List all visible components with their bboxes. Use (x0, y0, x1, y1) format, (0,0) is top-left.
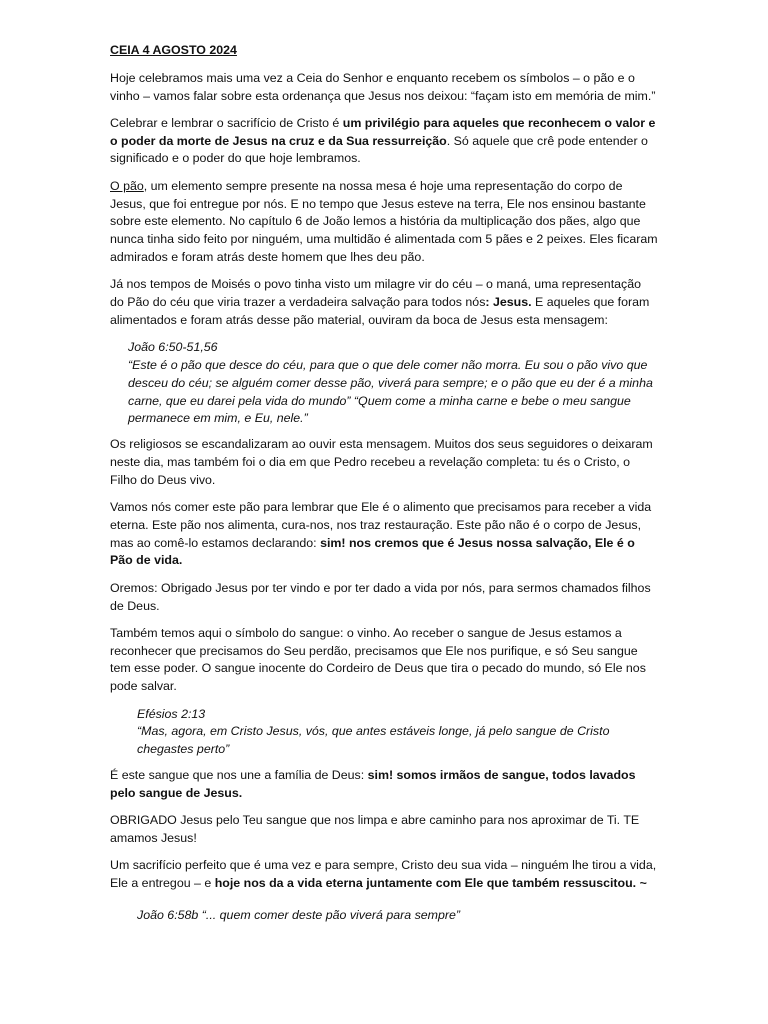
text-run: Celebrar e lembrar o sacrifício de Cristo é (110, 115, 343, 130)
paragraph-prayer-bread: Oremos: Obrigado Jesus por ter vindo e por ter dado a vida por nós, para sermos chamados filhos de Deus. (110, 580, 651, 613)
quote-reference: Efésios 2:13 (137, 706, 206, 721)
text-run: , um elemento sempre presente na nossa mesa é hoje uma representação do corpo de Jesus, que foi entregue por nós. E no tempo que Jesus esteve na terra, Ele nos ensinou bastante sobre este elemento. No capítulo 6 de João lemos a história da multiplicação dos pães, algo que nunca tinha sido feito por ninguém, uma multidão é alimentada com 5 pães e 2 peixes. Eles ficaram admirados e foram atrás deste homem que lhes deu pão. (110, 178, 658, 264)
paragraph-sacrifice (110, 115, 658, 168)
paragraph-religious: Os religiosos se escandalizaram ao ouvir esta mensagem. Muitos dos seus seguidores o deixaram neste dia, mas também foi o dia em que Pedro recebeu a revelação completa: tu és o Cristo, o Filho do Deus vivo. (110, 437, 653, 487)
quote-text: “Este é o pão que desce do céu, para que o que dele comer não morra. Eu sou o pão vivo que desceu do céu; se alguém comer desse pão, viverá para sempre; e o pão que eu der é a minha carne, que eu darei pela vida do mundo” “Quem come a minha carne e bebe o meu sangue permanece em mim, e Eu, nele.” (128, 357, 653, 426)
bible-quote-ephesians (137, 706, 658, 759)
paragraph-moses (110, 276, 658, 329)
paragraph-blood: Também temos aqui o símbolo do sangue: o vinho. Ao receber o sangue de Jesus estamos a reconhecer que precisamos do Seu perdão, precisamos que Ele nos purifique, e só Seu sangue tem esse poder. O sangue inocente do Cordeiro de Deus que tira o pecado do mundo, só Ele nos pode salvar. (110, 625, 646, 694)
quote-text: “Mas, agora, em Cristo Jesus, vós, que antes estáveis longe, já pelo sangue de Cristo chegastes perto” (137, 724, 610, 757)
paragraph-eat-bread (110, 499, 658, 570)
text-run: É este sangue que nos une a família de Deus: (110, 767, 368, 782)
paragraph-family (110, 767, 658, 803)
document-title: CEIA 4 AGOSTO 2024 (110, 43, 237, 57)
paragraph-prayer-blood: OBRIGADO Jesus pelo Teu sangue que nos limpa e abre caminho para nos aproximar de Ti. TE amamos Jesus! (110, 812, 640, 845)
quote-reference: João 6:50-51,56 (128, 340, 218, 355)
text-run: Um sacrifício perfeito que é uma vez e para sempre, Cristo deu sua vida – ninguém lhe tirou a vida, Ele a entregou – e (110, 858, 657, 890)
text-run: Já nos tempos de Moisés o povo tinha visto um milagre vir do céu – o maná, uma representação do Pão do céu que viria trazer a verdadeira salvação para todos nós (110, 277, 642, 310)
bold-text-run: sim! somos irmãos de sangue, todos lavados pelo sangue de Jesus. (110, 767, 636, 800)
bold-text-run: hoje nos da a vida eterna juntamente com Ele que também ressuscitou. ~ (214, 875, 647, 890)
text-run: E aqueles que foram alimentados e foram atrás desse pão material, ouviram da boca de Jesus esta mensagem: (110, 295, 650, 327)
document-page (110, 42, 658, 924)
bold-text-run: : Jesus. (485, 295, 532, 310)
bible-quote-john-6-58: João 6:58b “... quem comer deste pão viverá para sempre” (137, 907, 461, 922)
bold-text-run: sim! nos cremos que é Jesus nossa salvação, Ele é o Pão de vida. (110, 535, 635, 568)
text-run: Vamos nós comer este pão para lembrar que Ele é o alimento que precisamos para receber a vida eterna. Este pão nos alimenta, cura-nos, nos traz restauração. Este pão não é o corpo de Jesus, mas ao comê-lo estamos declarando: (110, 500, 652, 550)
underlined-text-run: O pão (110, 178, 144, 193)
text-run: . Só aquele que crê pode entender o significado e o poder do que hoje lembramos. (110, 133, 648, 166)
paragraph-perfect-sacrifice (110, 857, 658, 893)
paragraph-intro: Hoje celebramos mais uma vez a Ceia do Senhor e enquanto recebem os símbolos – o pão e o vinho – vamos falar sobre esta ordenança que Jesus nos deixou: “façam isto em memória de mim.” (110, 70, 656, 103)
bold-text-run: um privilégio para aqueles que reconhecem o valor e o poder da morte de Jesus na cruz e da Sua ressurreição (110, 115, 656, 148)
bible-quote-john-6 (128, 339, 658, 428)
paragraph-bread (110, 178, 658, 267)
